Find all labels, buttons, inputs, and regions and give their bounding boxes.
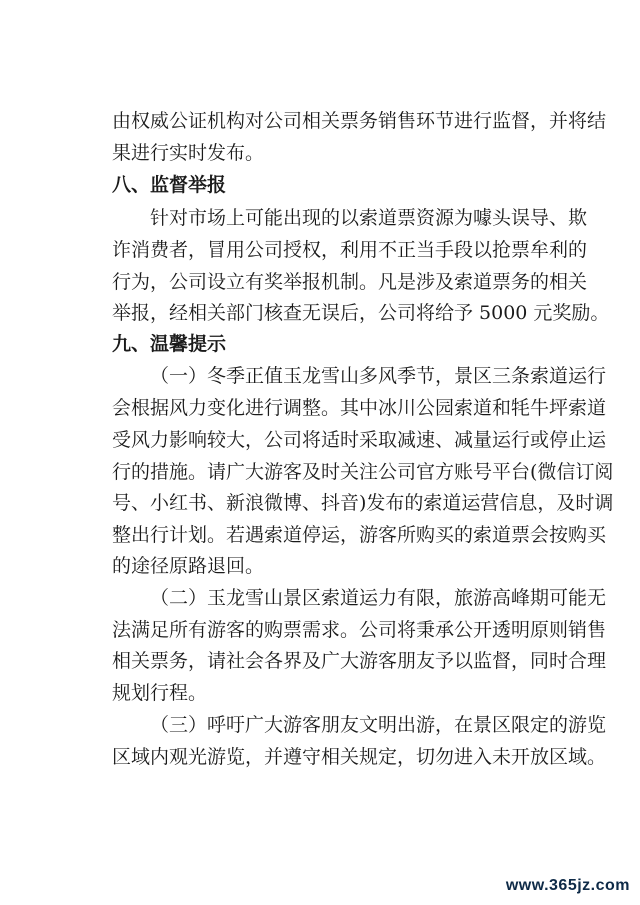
paragraph-line: 相关票务，请社会各界及广大游客朋友予以监督，同时合理 [112, 650, 607, 672]
paragraph-line: 区域内观光游览，并遵守相关规定，切勿进入未开放区域。 [112, 746, 607, 768]
paragraph-line: 行为，公司设立有奖举报机制。凡是涉及索道票务的相关 [112, 271, 588, 293]
paragraph-line: 诈消费者，冒用公司授权，利用不正当手段以抢票牟利的 [112, 239, 588, 261]
section-heading-tips: 九、温馨提示 [112, 333, 227, 355]
paragraph-line: 举报，经相关部门核查无误后，公司将给予 5000 元奖励。 [112, 302, 610, 324]
paragraph-line: （一）冬季正值玉龙雪山多风季节，景区三条索道运行 [150, 365, 607, 387]
paragraph-line: 规划行程。 [112, 682, 208, 704]
paragraph-line: （三）呼吁广大游客朋友文明出游，在景区限定的游览 [150, 714, 607, 736]
paragraph-line: （二）玉龙雪山景区索道运力有限，旅游高峰期可能无 [150, 587, 607, 609]
section-heading-supervision: 八、监督举报 [112, 174, 227, 196]
paragraph-line: 由权威公证机构对公司相关票务销售环节进行监督，并将结 [112, 110, 607, 132]
paragraph-line: 号、小红书、新浪微博、抖音)发布的索道运营信息，及时调 [112, 492, 614, 514]
paragraph-line: 针对市场上可能出现的以索道票资源为噱头误导、欺 [150, 207, 588, 229]
paragraph-line: 的途径原路退回。 [112, 555, 265, 577]
site-watermark: www.365jz.com [505, 877, 630, 894]
paragraph-line: 整出行计划。若遇索道停运，游客所购买的索道票会按购买 [112, 524, 607, 546]
paragraph-line: 法满足所有游客的购票需求。公司将秉承公开透明原则销售 [112, 619, 607, 641]
paragraph-line: 果进行实时发布。 [112, 142, 265, 164]
paragraph-line: 行的措施。请广大游客及时关注公司官方账号平台(微信订阅 [112, 461, 614, 483]
paragraph-line: 会根据风力变化进行调整。其中冰川公园索道和牦牛坪索道 [112, 397, 607, 419]
paragraph-line: 受风力影响较大，公司将适时采取减速、减量运行或停止运 [112, 429, 607, 451]
